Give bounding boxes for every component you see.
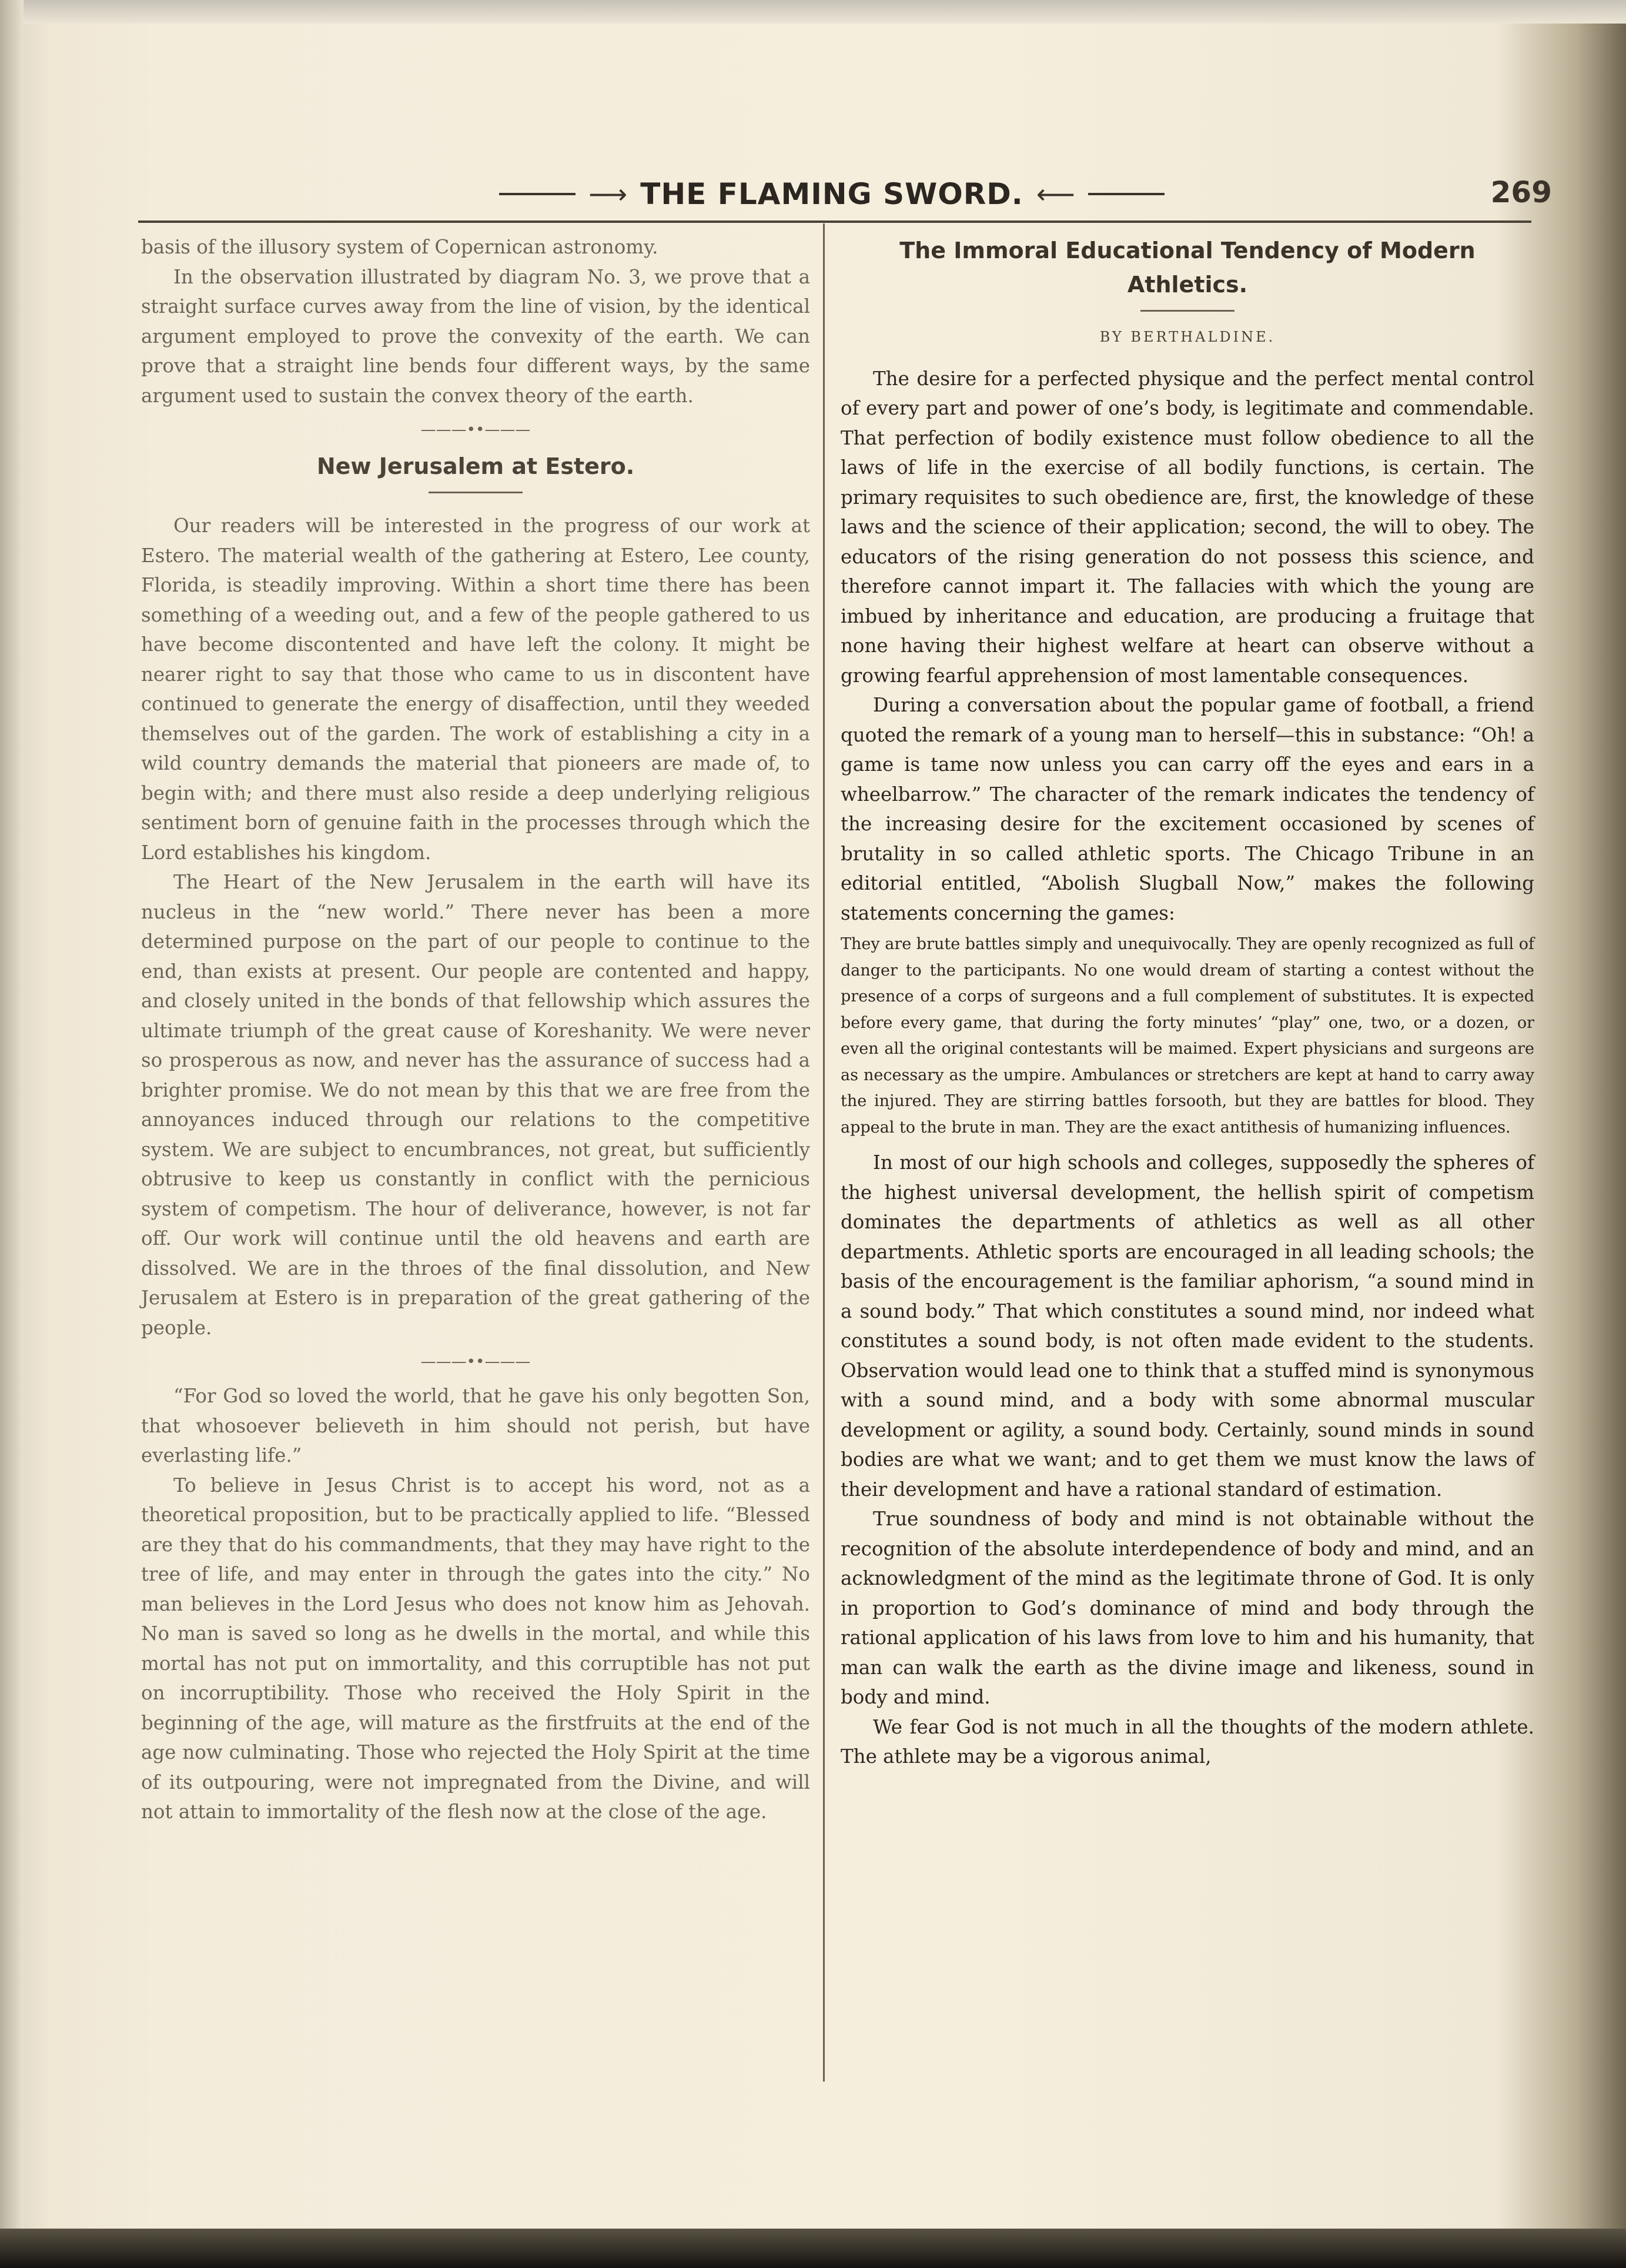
journal-title: THE FLAMING SWORD.: [640, 177, 1023, 211]
paragraph: The Heart of the New Jerusalem in the earth will have its nucleus in the “new world.” There never has been a more determined purpose on the part of our people to continue to the end, than exists at present. Our people are contented and happy, and closely united in the bonds of that fellowship which assures the ultimate triumph of the great cause of Koreshanity. We were never so prosperous as now, and never has the assurance of success had a brighter promise. We do not mean by this that we are free from the annoyances induced through our relations to the competitive system. We are subject to encumbrances, not great, but sufficiently obtrusive to keep us constantly in conflict with the pernicious system of competism. The hour of deliverance, however, is not far off. Our work will continue until the old heavens and earth are dissolved. We are in the throes of the final dissolution, and New Jerusalem at Estero is in preparation of the great gathering of the people.: [141, 871, 810, 1339]
byline: BY BERTHALDINE.: [1099, 329, 1276, 345]
running-header: [453, 171, 1552, 218]
header-rule: [138, 221, 1531, 223]
column-divider: [823, 223, 825, 2082]
section-separator-ornament: ———••———: [420, 421, 531, 439]
paragraph: The desire for a perfected physique and the perfect mental control of every part and power of one’s body, is legitimate and commendable. That perfection of bodily existence must follow obedience to all the laws of life in the exercise of all bodily functions, is certain. The primary requisites to such obedience are, first, the knowledge of these laws and the science of their application; second, the will to obey. The educators of the rising generation do not possess this science, and therefore cannot impart it. The fallacies with which the young are imbued by inheritance and education, are producing a fruitage that none having their highest welfare at heart can observe without a growing fearful apprehension of most lamentable consequences.: [841, 367, 1534, 687]
title-underline: [429, 492, 523, 493]
scripture-quote: “For God so loved the world, that he gave his only begotten Son, that whosoever believeth in him should not perish, but have everlasting life.”: [141, 1385, 810, 1467]
left-title-rule: [499, 193, 576, 195]
page-number: 269: [1490, 175, 1552, 209]
paragraph: We fear God is not much in all the thoughts of the modern athlete. The athlete may be a vigorous animal,: [841, 1715, 1534, 1768]
title-group: [453, 171, 1211, 218]
left-column: [141, 232, 810, 1827]
top-page-edge: [0, 0, 1626, 24]
section-title: New Jerusalem at Estero.: [316, 453, 635, 479]
paragraph: True soundness of body and mind is not obtainable without the recognition of the absolute interdependence of body and mind, and an acknowledgment of the mind as the legitimate throne of God. It is only in proportion to God’s dominance of mind and body through the rational application of his laws from love to him and his humanity, that man can walk the earth as the divine image and likeness, sound in body and mind.: [841, 1508, 1534, 1708]
paragraph: Our readers will be interested in the progress of our work at Estero. The material wealth of the gathering at Estero, Lee county, Florida, is steadily improving. Within a short time there has been something of a weeding out, and a few of the people gathered to us have become discontented and have left the colony. It might be nearer right to say that those who came to us in discontent have continued to generate the energy of disaffection, until they weeded themselves out of the garden. The work of establishing a city in a wild country demands the material that pioneers are made of, to begin with; and there must also reside a deep underlying religious sentiment born of genuine faith in the processes through which the Lord establishes his kingdom.: [141, 515, 810, 864]
block-quote: They are brute battles simply and unequivocally. They are openly recognized as full of danger to the participants. No one would dream of starting a contest without the presence of a corps of surgeons and a full complement of substitutes. It is expected before every game, that during the forty minutes’ “play” one, two, or a dozen, or even all the original contestants will be maimed. Expert physicians and surgeons are as necessary as the umpire. Ambulances or stretchers are kept at hand to carry away the injured. They are stirring battles forsooth, but they are battles for blood. They appeal to the brute in man. They are the exact antithesis of humanizing influences.: [841, 935, 1534, 1137]
article-title: The Immoral Educational Tendency of Modern Athletics.: [899, 238, 1476, 298]
paragraph: In most of our high schools and colleges, supposedly the spheres of the highest universal development, the hellish spirit of competism dominates the departments of athletics as well as all other departments. Athletic sports are encouraged in all leading schools; the basis of the encouragement is the familiar aphorism, “a sound mind in a sound body.” That which constitutes a sound mind, nor indeed what constitutes a sound body, is not often made evident to the students. Observation would lead one to think that a stuffed mind is synonymous with a sound mind, and a body with some abnormal muscular development or agility, a sound body. Certainly, sound minds in sound bodies are what we want; and to get them we must know the laws of their development and have a rational standard of estimation.: [841, 1151, 1534, 1501]
paragraph: During a conversation about the popular game of football, a friend quoted the remark of a young man to herself—this in substance: “Oh! a game is tame now unless you can carry off the eyes and ears in a wheelbarrow.” The character of the remark indicates the tendency of the increasing desire for the excitement occasioned by scenes of brutality in so called athletic sports. The Chicago Tribune in an editorial entitled, “Abolish Slugball Now,” makes the following statements concerning the games:: [841, 694, 1534, 924]
left-page-edge: [0, 0, 24, 2268]
paragraph: To believe in Jesus Christ is to accept his word, not as a theoretical proposition, but to be practically applied to life. “Blessed are they that do his commandments, that they may have right to the tree of life, and may enter in through the gates into the city.” No man believes in the Lord Jesus who does not know him as Jehovah. No man is saved so long as he dwells in the mortal, and while this mortal has not put on immortality, and this corruptible has not put on incorruptibility. Those who received the Holy Spirit in the beginning of the age, will mature as the firstfruits at the end of the age now culminating. Those who rejected the Holy Spirit at the time of its outpouring, were not impregnated from the Divine, and will not attain to immortality of the flesh now at the close of the age.: [141, 1474, 810, 1823]
title-underline: [1140, 310, 1234, 312]
continued-paragraph: basis of the illusory system of Copernican astronomy.: [141, 236, 658, 258]
paragraph: In the observation illustrated by diagram No. 3, we prove that a straight surface curves away from the line of vision, by the identical argument employed to prove the convexity of the earth. We can prove that a straight line bends four different ways, by the same argument used to sustain the convex theory of the earth.: [141, 265, 810, 407]
section-separator-ornament: ———••———: [420, 1353, 531, 1371]
right-column: [841, 232, 1534, 1772]
right-arrow-ornament-icon: ⟵: [1036, 178, 1075, 210]
right-title-rule: [1088, 193, 1165, 195]
left-arrow-ornament-icon: ⟶: [588, 178, 628, 210]
bottom-binding-edge: [0, 2229, 1626, 2268]
